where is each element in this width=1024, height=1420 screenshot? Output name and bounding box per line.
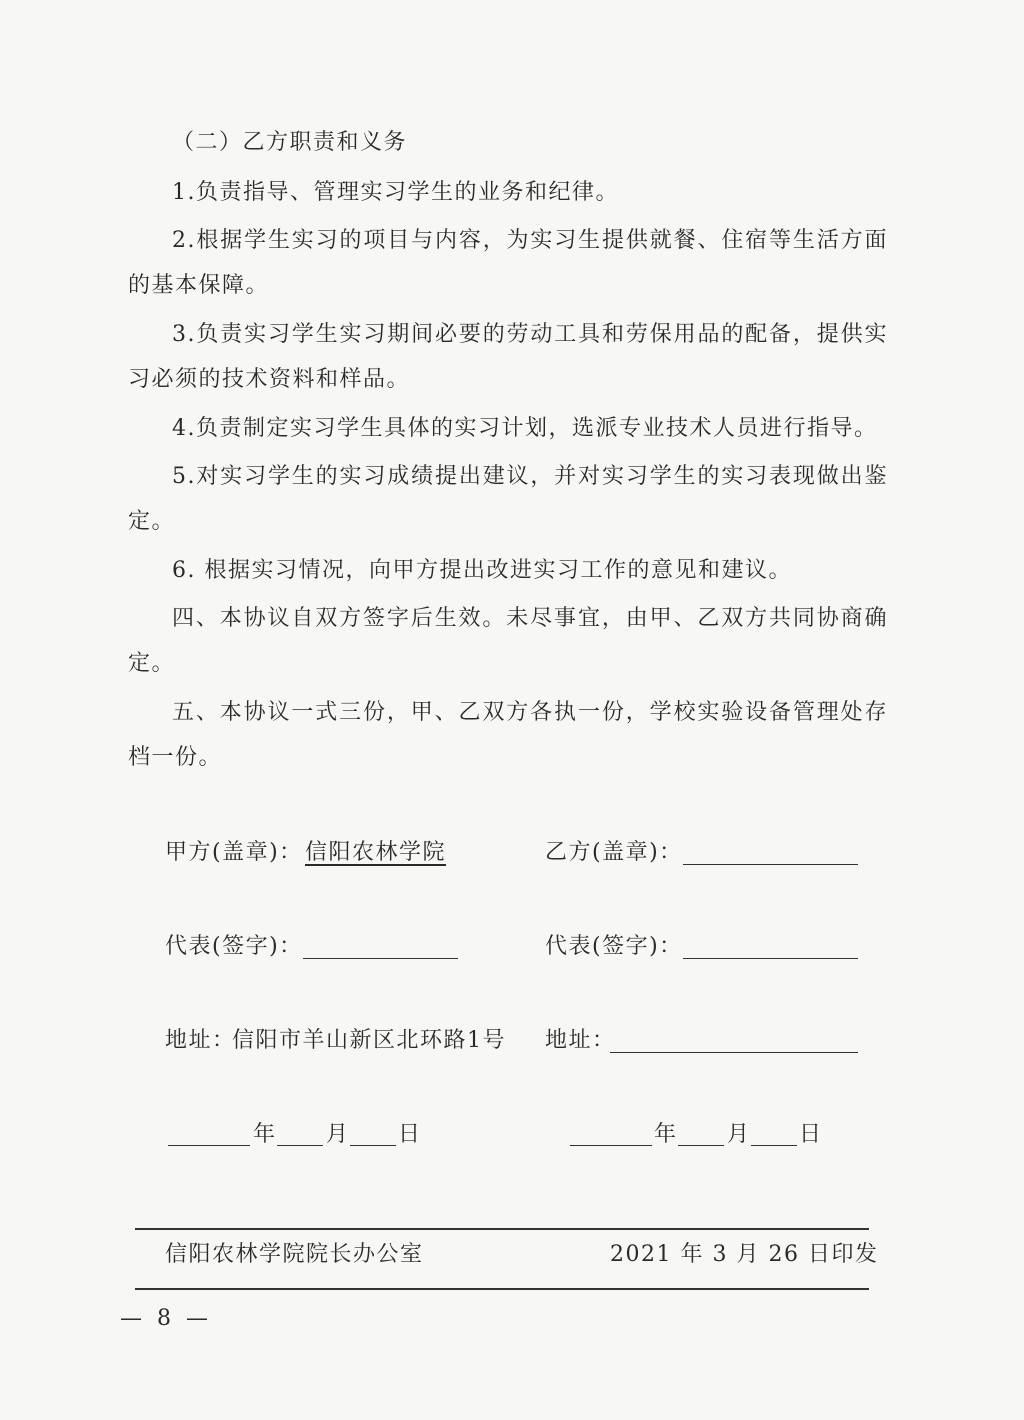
party-b-label: 乙方(盖章)： bbox=[545, 840, 683, 865]
date-b-day-label: 日 bbox=[799, 1122, 823, 1147]
party-a-value: 信阳农林学院 bbox=[305, 840, 447, 865]
date-b-month-blank bbox=[678, 1145, 724, 1146]
footer-bottom-rule bbox=[135, 1288, 869, 1290]
paragraph-2: 2.根据学生实习的项目与内容，为实习生提供就餐、住宿等生活方面的基本保障。 bbox=[128, 228, 888, 298]
footer-top-rule bbox=[135, 1228, 869, 1230]
rep-b-blank bbox=[683, 958, 858, 959]
rep-a-label: 代表(签字)： bbox=[165, 934, 303, 959]
date-a-day-label: 日 bbox=[398, 1122, 422, 1147]
print-date: 2021 年 3 月 26 日印发 bbox=[610, 1242, 879, 1267]
party-a-label: 甲方(盖章)： bbox=[165, 840, 303, 865]
rep-b-label: 代表(签字)： bbox=[545, 934, 683, 959]
date-a-year-blank bbox=[168, 1145, 250, 1146]
date-a-year-label: 年 bbox=[253, 1122, 277, 1147]
addr-a-value: 信阳市羊山新区北环路1号 bbox=[232, 1028, 506, 1053]
paragraph-6: 6. 根据实习情况，向甲方提出改进实习工作的意见和建议。 bbox=[172, 558, 792, 583]
date-a-month-blank bbox=[277, 1145, 323, 1146]
paragraph-8: 五、本协议一式三份，甲、乙双方各执一份，学校实验设备管理处存档一份。 bbox=[128, 700, 888, 770]
date-b-day-blank bbox=[751, 1145, 797, 1146]
paragraph-3: 3.负责实习学生实习期间必要的劳动工具和劳保用品的配备，提供实习必须的技术资料和样品。 bbox=[128, 322, 888, 392]
date-b-year-blank bbox=[570, 1145, 652, 1146]
addr-b-blank bbox=[610, 1052, 858, 1053]
paragraph-7: 四、本协议自双方签字后生效。未尽事宜，由甲、乙双方共同协商确定。 bbox=[128, 606, 888, 676]
paragraph-1: 1.负责指导、管理实习学生的业务和纪律。 bbox=[172, 180, 619, 205]
party-b-blank bbox=[683, 864, 858, 865]
section-heading: （二）乙方职责和义务 bbox=[172, 130, 408, 155]
addr-b-label: 地址： bbox=[545, 1028, 616, 1053]
rep-a-blank bbox=[303, 958, 458, 959]
date-a-month-label: 月 bbox=[326, 1122, 350, 1147]
paragraph-4: 4.负责制定实习学生具体的实习计划，选派专业技术人员进行指导。 bbox=[172, 416, 878, 441]
date-b-year-label: 年 bbox=[654, 1122, 678, 1147]
date-b-month-label: 月 bbox=[727, 1122, 751, 1147]
page-number: — 8 — bbox=[120, 1306, 212, 1331]
date-a-day-blank bbox=[350, 1145, 396, 1146]
addr-a-label: 地址： bbox=[165, 1028, 236, 1053]
paragraph-5: 5.对实习学生的实习成绩提出建议，并对实习学生的实习表现做出鉴定。 bbox=[128, 464, 888, 534]
issuing-office: 信阳农林学院院长办公室 bbox=[165, 1242, 424, 1267]
